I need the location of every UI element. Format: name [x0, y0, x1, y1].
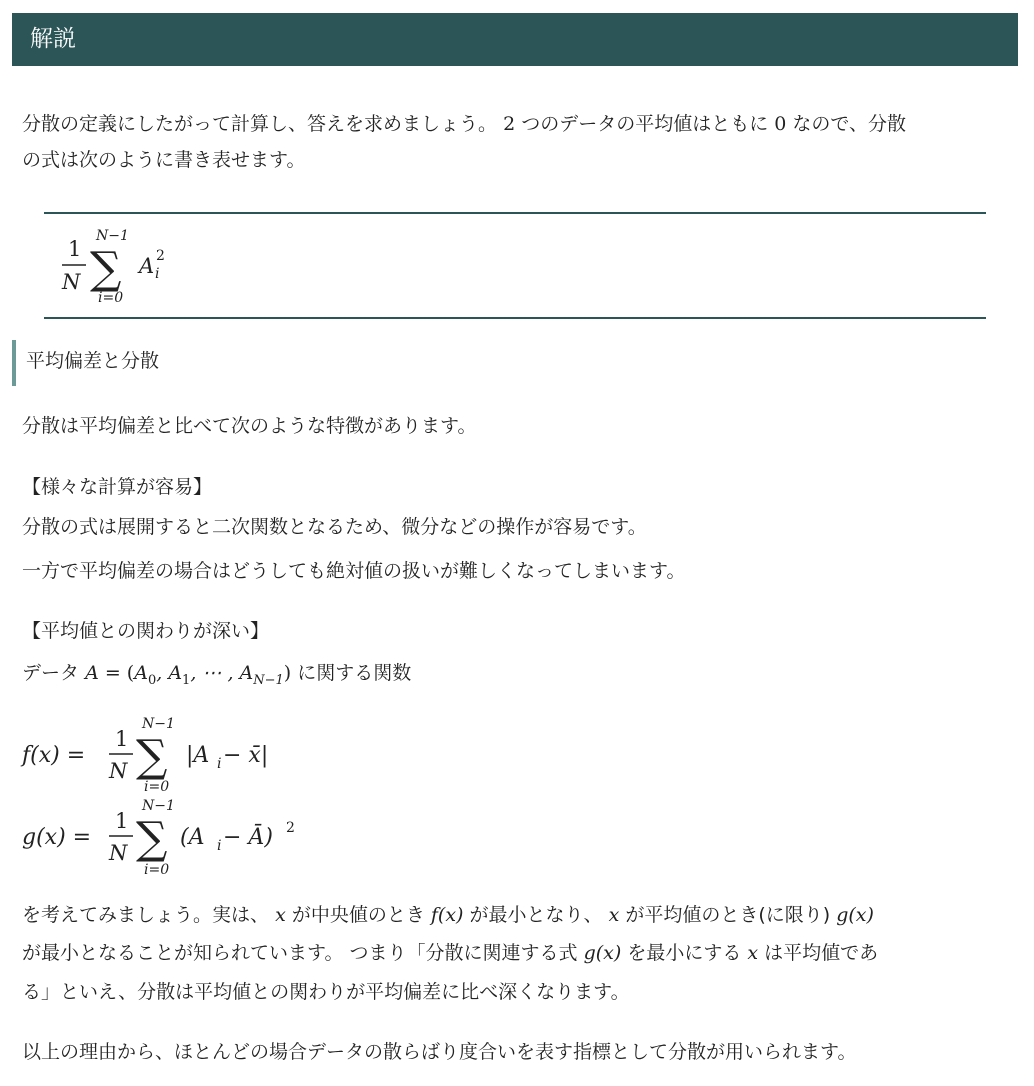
g-body: (A — [180, 825, 205, 850]
variance-formula — [44, 214, 986, 317]
subsection-heading — [12, 340, 160, 386]
intro-line-2: の式は次のように書き表せます。 — [22, 149, 306, 171]
subscript: 0 — [147, 672, 157, 688]
conclusion-line-1 — [22, 901, 874, 929]
math-var: x — [747, 942, 759, 964]
final-paragraph: 以上の理由から、ほとんどの場合データの散らばり度合いを表す指標として分散が用いられます。 — [22, 1041, 857, 1063]
conclusion-line-2 — [22, 939, 878, 967]
frac-numerator: 1 — [115, 727, 129, 751]
exponent: 2 — [156, 248, 165, 264]
math-number: 0 — [774, 113, 787, 135]
text: は平均値であ — [764, 942, 879, 964]
sum-upper: N−1 — [96, 228, 129, 244]
paragraph: 一方で平均偏差の場合はどうしても絶対値の扱いが難しくなってしまいます。 — [22, 560, 686, 582]
f-body: |A — [186, 743, 210, 768]
header-title: 解説 — [30, 26, 76, 52]
bracket-heading: 【平均値との関わりが深い】 — [22, 620, 270, 642]
sum-upper: N−1 — [142, 716, 175, 732]
subscript: i — [155, 266, 160, 282]
g-lhs: g(x) = — [22, 825, 92, 850]
math-number: 2 — [503, 113, 516, 135]
variance-formula-box — [44, 212, 986, 319]
subscript: i — [217, 838, 222, 854]
text: を考えてみましょう。実は、 — [22, 904, 270, 926]
frac-denominator: N — [109, 841, 128, 865]
frac-denominator: N — [109, 759, 128, 783]
math-expr: f(x) — [430, 904, 464, 926]
g-tail: − Ā) — [223, 825, 273, 850]
text: データ — [22, 662, 80, 684]
text: が中央値のとき — [291, 904, 425, 926]
text: が最小となることが知られています。 つまり「分散に関連する式 — [22, 942, 578, 964]
intro-line-1 — [22, 110, 906, 138]
sigma-symbol: ∑ — [90, 243, 122, 294]
math-symbol: = ( — [98, 662, 135, 684]
function-formulas — [20, 708, 420, 880]
subscript: N−1 — [253, 672, 284, 688]
sigma-symbol: ∑ — [136, 813, 168, 864]
sum-upper: N−1 — [142, 798, 175, 814]
subscript: 1 — [182, 672, 191, 688]
math-var: A — [134, 662, 148, 684]
subscript: i — [217, 756, 222, 772]
sum-lower: i=0 — [144, 862, 170, 878]
math-expr: g(x) — [836, 904, 874, 926]
bracket-heading: 【様々な計算が容易】 — [22, 476, 213, 498]
sum-lower: i=0 — [98, 290, 124, 306]
math-var: x — [275, 904, 286, 926]
math-expr: g(x) — [583, 942, 622, 964]
subsection-title: 平均偏差と分散 — [26, 350, 160, 372]
intro-text: つのデータの平均値はともに — [521, 113, 769, 135]
section-header — [12, 13, 1018, 66]
text: が平均値のとき(に限り) — [625, 904, 831, 926]
intro-text: 分散の定義にしたがって計算し、答えを求めましょう。 — [22, 113, 498, 135]
math-var: , ⋯ , A — [190, 662, 254, 684]
sigma-symbol: ∑ — [136, 731, 168, 782]
paragraph: 分散は平均偏差と比べて次のような特徴があります。 — [22, 415, 477, 437]
math-var: A — [85, 662, 99, 684]
exponent: 2 — [286, 820, 295, 836]
var-A: A — [139, 254, 155, 278]
sum-lower: i=0 — [144, 779, 170, 795]
text: に関する関数 — [297, 662, 412, 684]
f-tail: − x̄| — [223, 743, 269, 768]
text: が最小となり、 — [469, 904, 603, 926]
frac-numerator: 1 — [115, 809, 129, 833]
intro-text: なので、分散 — [792, 113, 907, 135]
math-symbol: ) — [283, 662, 292, 684]
text: を最小にする — [627, 942, 742, 964]
math-var: , A — [156, 662, 183, 684]
f-lhs: f(x) = — [22, 743, 86, 768]
frac-numerator: 1 — [68, 237, 82, 261]
conclusion-line-3: る」といえ、分散は平均値との関わりが平均偏差に比べ深くなります。 — [22, 981, 630, 1003]
data-definition-line — [22, 659, 411, 695]
frac-denominator: N — [62, 270, 81, 294]
paragraph: 分散の式は展開すると二次関数となるため、微分などの操作が容易です。 — [22, 516, 647, 538]
math-var: x — [608, 904, 620, 926]
